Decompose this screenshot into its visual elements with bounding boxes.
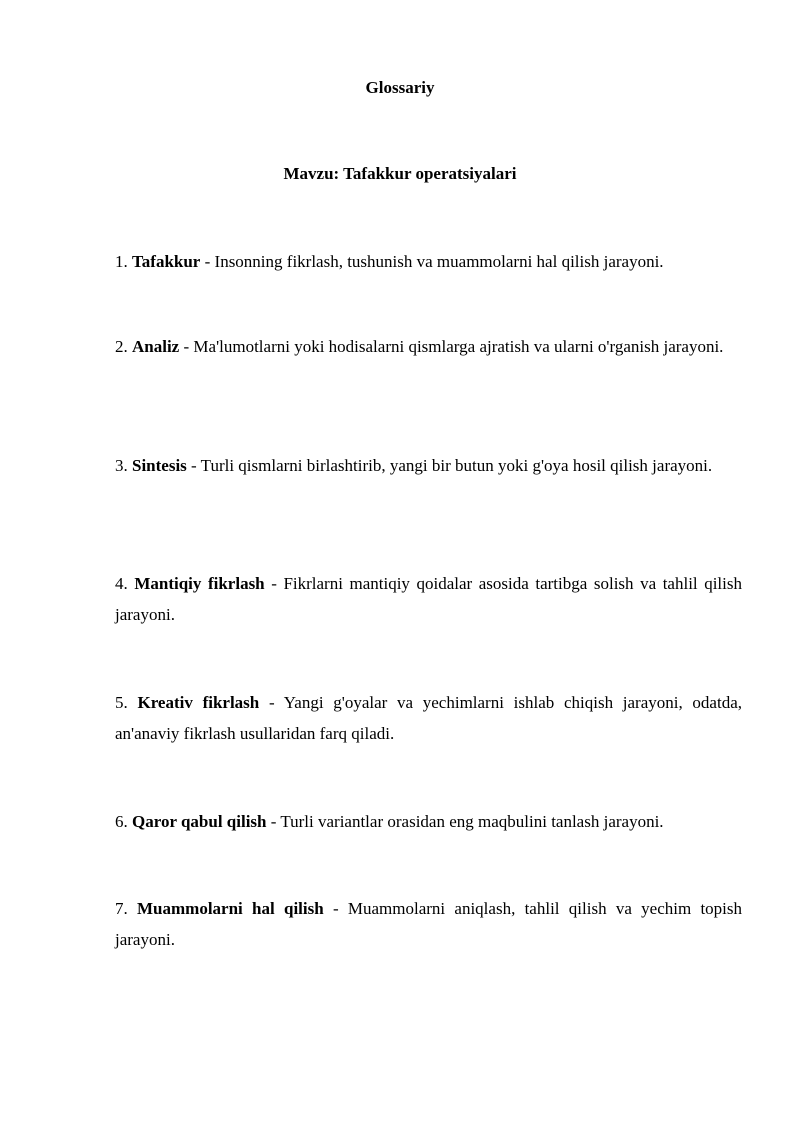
entry-separator: -: [323, 899, 348, 918]
entry-separator: -: [186, 456, 201, 475]
entry-term: Qaror qabul qilish: [132, 812, 267, 831]
entry-term: Tafakkur: [132, 252, 201, 271]
entry-separator: -: [179, 337, 194, 356]
glossary-entry-3: [115, 450, 742, 481]
entry-definition: Yangi g'oyalar va yechimlarni ishlab chiqish jarayoni, odatda, an'anaviy fikrlash usullaridan farq qiladi.: [115, 693, 742, 743]
entry-number: 7.: [115, 899, 128, 918]
entry-separator: -: [200, 252, 215, 271]
document-subtitle: Mavzu: Tafakkur operatsiyalari: [283, 164, 517, 183]
entry-separator: -: [259, 693, 284, 712]
entry-separator: -: [264, 574, 284, 593]
glossary-entry-1: [115, 246, 742, 277]
entry-definition: Muammolarni aniqlash, tahlil qilish va yechim topish jarayoni.: [115, 899, 743, 949]
entry-definition: Fikrlarni mantiqiy qoidalar asosida tartibga solish va tahlil qilish jarayoni.: [115, 574, 742, 624]
entry-definition: Ma'lumotlarni yoki hodisalarni qismlarga ajratish va ularni o'rganish jarayoni.: [193, 337, 724, 356]
entry-separator: -: [266, 812, 281, 831]
entry-term: Sintesis: [132, 456, 187, 475]
entry-number: 5.: [115, 693, 128, 712]
glossary-entry-2: [115, 331, 742, 362]
entry-definition: Turli variantlar orasidan eng maqbulini tanlash jarayoni.: [280, 812, 664, 831]
glossary-entry-5: [115, 687, 742, 749]
entry-definition: Insonning fikrlash, tushunish va muammolarni hal qilish jarayoni.: [214, 252, 664, 271]
glossary-entry-4: [115, 568, 742, 630]
document-title: Glossariy: [365, 78, 435, 97]
entry-number: 3.: [115, 456, 128, 475]
glossary-entry-6: [115, 806, 742, 837]
entry-term: Muammolarni hal qilish: [137, 899, 324, 918]
entry-number: 2.: [115, 337, 128, 356]
entry-term: Analiz: [132, 337, 180, 356]
entry-term: Kreativ fikrlash: [137, 693, 260, 712]
entry-definition: Turli qismlarni birlashtirib, yangi bir butun yoki g'oya hosil qilish jarayoni.: [200, 456, 713, 475]
entry-number: 4.: [115, 574, 128, 593]
entry-term: Mantiqiy fikrlash: [134, 574, 265, 593]
entry-number: 1.: [115, 252, 128, 271]
entry-number: 6.: [115, 812, 128, 831]
glossary-entry-7: [115, 893, 742, 955]
